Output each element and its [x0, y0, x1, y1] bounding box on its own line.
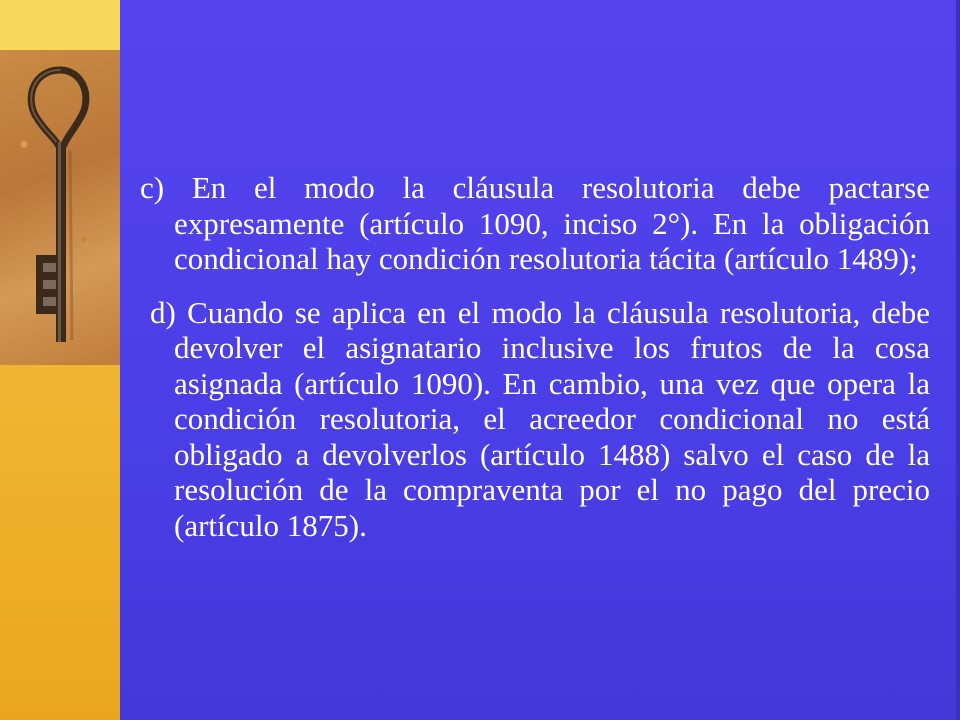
- key-photo: [0, 50, 120, 365]
- top-accent-strip: [0, 0, 120, 50]
- right-edge-shadow: [956, 0, 960, 720]
- paragraph-d: d) Cuando se aplica en el modo la cláusula resolutoria, debe devolver el asignatario inclusive los frutos de la cosa asignada (artículo 1090). En cambio, una vez que opera la condición resolutoria, el acreedor condicional no está obligado a devolverlos (artículo 1488) salvo el caso de la resolución de la compraventa por el no pago del precio (artículo 1875).: [150, 294, 930, 543]
- slide-body: [140, 170, 930, 561]
- paragraph-c: c) En el modo la cláusula resolutoria debe pactarse expresamente (artículo 1090, inciso 2°). En la obligación condicional hay condición resolutoria tácita (artículo 1489);: [140, 170, 930, 276]
- old-iron-key-icon: [0, 50, 120, 365]
